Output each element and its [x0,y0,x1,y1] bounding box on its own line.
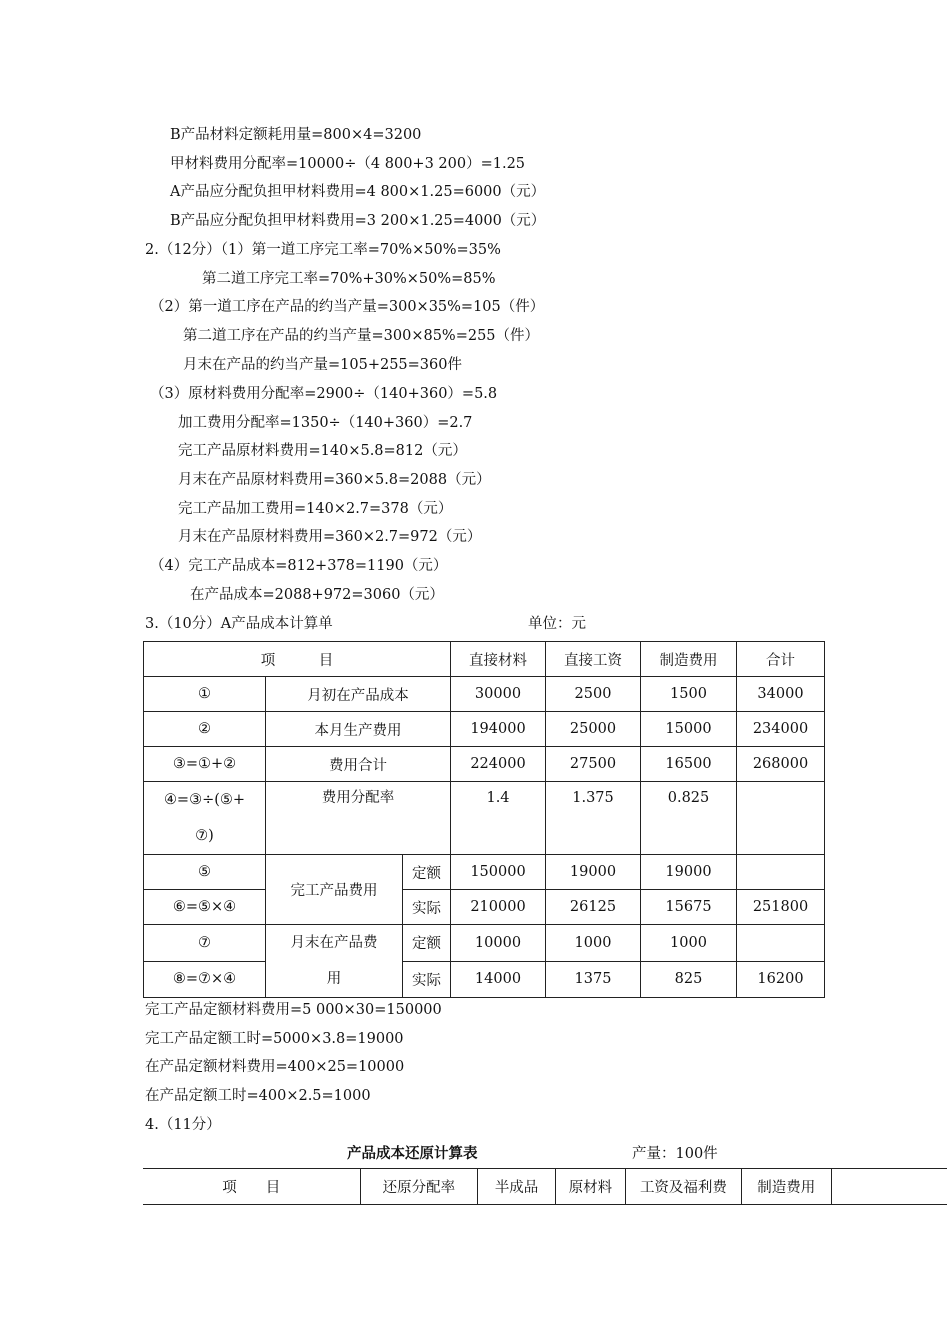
note-line: 完工产品定额工时=5000×3.8=19000 [145,1031,404,1047]
table-row [144,712,825,747]
cell: 27500 [546,747,641,782]
table-row [144,961,825,998]
cell: 1000 [641,925,737,962]
cell: 25000 [546,712,641,747]
cell: 194000 [451,712,546,747]
row-label [266,925,403,998]
section4-qty: 产量：100件 [632,1146,718,1162]
header-item: 项 目 [144,642,451,677]
header-direct-wages: 直接工资 [546,642,641,677]
note-line: 在产品定额材料费用=400×25=10000 [145,1059,405,1075]
row-no: ① [144,677,266,712]
text-line: 加工费用分配率=1350÷（140+360）=2.7 [178,415,473,431]
cell [737,925,825,962]
cost-table [143,641,825,998]
header-item: 项 目 [143,1169,360,1205]
text-line: B产品应分配负担甲材料费用=3 200×1.25=4000（元） [170,213,546,229]
cell: 10000 [451,925,546,962]
row-sublabel: 实际 [403,961,451,998]
cell: 268000 [737,747,825,782]
text-line: A产品应分配负担甲材料费用=4 800×1.25=6000（元） [170,184,546,200]
header-manufacturing-overhead: 制造费用 [641,642,737,677]
cell [737,782,825,855]
row-sublabel: 定额 [403,855,451,890]
cell: 19000 [641,855,737,890]
header-raw-materials: 原材料 [555,1169,625,1205]
table-row [144,890,825,925]
cell: 825 [641,961,737,998]
section4-title: 产品成本还原计算表 [347,1145,478,1162]
text-line: 第二道工序在产品的约当产量=300×85%=255（件） [183,328,540,344]
header-restore-rate: 还原分配率 [360,1169,478,1205]
text-line: 月末在产品原材料费用=360×5.8=2088（元） [178,472,491,488]
row-no-text: ④=③÷(⑤+⑦) [163,792,246,844]
text-line: 在产品成本=2088+972=3060（元） [190,587,444,603]
cell: 30000 [451,677,546,712]
header-blank [831,1169,947,1205]
note-line: 完工产品定额材料费用=5 000×30=150000 [145,1002,442,1018]
cell: 224000 [451,747,546,782]
row-label-text: 月末在产品费用 [290,935,378,987]
text-line: 月末在产品的约当产量=105+255=360件 [183,357,462,373]
text-line: 2.（12分）（1）第一道工序完工率=70%×50%=35% [145,242,501,258]
row-sublabel: 实际 [403,890,451,925]
table-row [144,782,825,855]
cell: 150000 [451,855,546,890]
row-label: 完工产品费用 [266,855,403,925]
text-line: （2）第一道工序在产品的约当产量=300×35%=105（件） [150,299,545,315]
row-no: ⑦ [144,925,266,962]
header-wages-welfare: 工资及福利费 [626,1169,742,1205]
cell: 15000 [641,712,737,747]
row-label: 费用分配率 [266,782,451,855]
note-line: 在产品定额工时=400×2.5=1000 [145,1088,371,1104]
text-line: 甲材料费用分配率=10000÷（4 800+3 200）=1.25 [170,156,526,172]
cell: 210000 [451,890,546,925]
table-row [144,855,825,890]
cell: 1.375 [546,782,641,855]
text-line: 完工产品原材料费用=140×5.8=812（元） [178,443,467,459]
header-direct-materials: 直接材料 [451,642,546,677]
text-line: B产品材料定额耗用量=800×4=3200 [170,127,422,143]
table-header-row [144,642,825,677]
text-line: （4）完工产品成本=812+378=1190（元） [150,558,448,574]
row-label: 本月生产费用 [266,712,451,747]
section3-title: 3.（10分）A产品成本计算单 [145,616,333,632]
row-no: ⑥=⑤×④ [144,890,266,925]
cell: 0.825 [641,782,737,855]
row-no: ③=①+② [144,747,266,782]
row-no [144,782,266,855]
header-manufacturing-overhead: 制造费用 [741,1169,831,1205]
row-label: 费用合计 [266,747,451,782]
row-label: 月初在产品成本 [266,677,451,712]
section3-unit: 单位：元 [528,616,586,632]
section4-heading: 4.（11分） [145,1117,221,1133]
header-total: 合计 [737,642,825,677]
cell: 16200 [737,961,825,998]
cell: 26125 [546,890,641,925]
cell: 19000 [546,855,641,890]
table-row [144,677,825,712]
cell: 16500 [641,747,737,782]
cell: 1.4 [451,782,546,855]
table-header-row [143,1169,947,1205]
cell: 14000 [451,961,546,998]
cell: 15675 [641,890,737,925]
cell: 1000 [546,925,641,962]
cell: 1375 [546,961,641,998]
text-line: 完工产品加工费用=140×2.7=378（元） [178,501,453,517]
text-line: 第二道工序完工率=70%+30%×50%=85% [202,271,496,287]
cell: 251800 [737,890,825,925]
restoration-table [143,1168,947,1205]
cell: 34000 [737,677,825,712]
cell [737,855,825,890]
table-row [144,747,825,782]
row-no: ⑧=⑦×④ [144,961,266,998]
row-no: ② [144,712,266,747]
header-semi-finished: 半成品 [478,1169,556,1205]
cell: 2500 [546,677,641,712]
row-no: ⑤ [144,855,266,890]
text-line: （3）原材料费用分配率=2900÷（140+360）=5.8 [150,386,498,402]
cell: 234000 [737,712,825,747]
cell: 1500 [641,677,737,712]
row-sublabel: 定额 [403,925,451,962]
table-row [144,925,825,962]
text-line: 月末在产品原材料费用=360×2.7=972（元） [178,529,482,545]
